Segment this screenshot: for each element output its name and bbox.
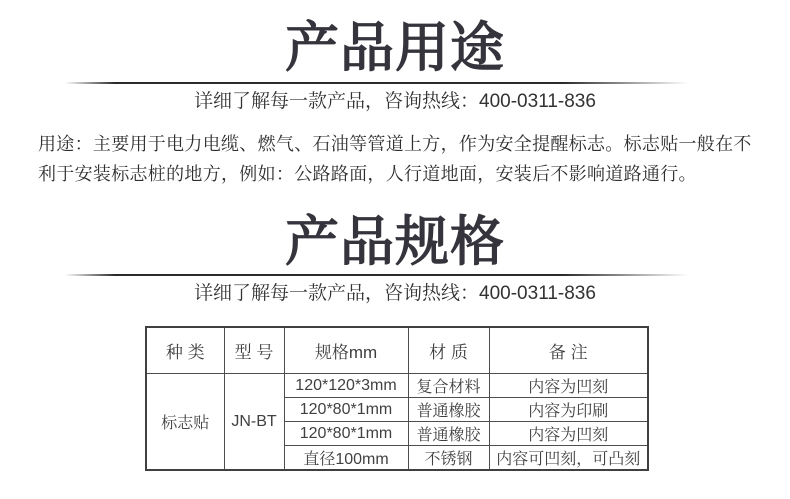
- spec-table-header-size: 规格mm: [284, 327, 408, 374]
- spec-table-material-cell: 普通橡胶: [408, 422, 489, 446]
- spec-table-size-cell: 120*120*3mm: [284, 374, 408, 398]
- spec-table-note-cell: 内容为凹刻: [489, 422, 648, 446]
- spec-table-row: [146, 374, 648, 398]
- usage-description-line2: 利于安装标志桩的地方，例如：公路路面，人行道地面，安装后不影响道路通行。: [38, 164, 697, 184]
- usage-description-line1: 用途：主要用于电力电缆、燃气、石油等管道上方，作为安全提醒标志。标志贴一般在不: [38, 134, 752, 154]
- spec-table-material-cell: 复合材料: [408, 374, 489, 398]
- usage-description: [38, 129, 752, 189]
- spec-table-header-note: 备 注: [489, 327, 648, 374]
- spec-table-note-cell: 内容为凹刻: [489, 374, 648, 398]
- spec-table-note-cell: 内容为印刷: [489, 398, 648, 422]
- spec-table-header-material: 材 质: [408, 327, 489, 374]
- spec-section-title: 产品规格: [285, 212, 505, 272]
- usage-section-title: 产品用途: [285, 18, 505, 78]
- spec-table-header-row: [146, 327, 648, 374]
- spec-table-model-cell: JN-BT: [224, 374, 284, 471]
- spec-table-size-cell: 120*80*1mm: [284, 422, 408, 446]
- spec-table-material-cell: 普通橡胶: [408, 398, 489, 422]
- spec-table-note-cell: 内容可凹刻，可凸刻: [489, 446, 648, 471]
- spec-table-header-category: 种 类: [146, 327, 224, 374]
- spec-table-category-cell: 标志贴: [146, 374, 224, 471]
- usage-divider-line: [65, 82, 688, 84]
- spec-table-size-cell: 120*80*1mm: [284, 398, 408, 422]
- spec-table-header-model: 型 号: [224, 327, 284, 374]
- spec-table-material-cell: 不锈钢: [408, 446, 489, 471]
- spec-table: [145, 326, 649, 471]
- usage-hotline-text: 详细了解每一款产品，咨询热线：400-0311-836: [194, 91, 596, 112]
- spec-hotline-text: 详细了解每一款产品，咨询热线：400-0311-836: [194, 283, 596, 304]
- spec-divider-line: [65, 274, 688, 276]
- spec-table-size-cell: 直径100mm: [284, 446, 408, 471]
